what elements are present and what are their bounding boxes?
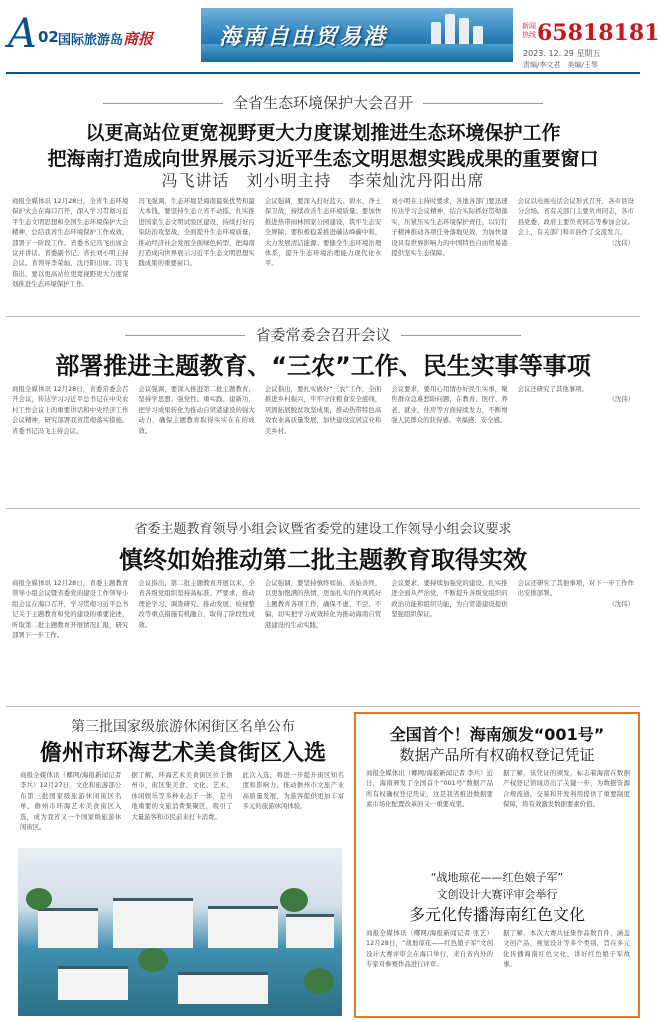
- article2-kicker: [0, 324, 646, 345]
- article1-column: 冯飞强调，生态环境是海南最强优势和最大本钱，要坚持生态立省不动摇，扎实推进国家生态文明试验区建设，持续打好污染防治攻坚战，全面提升生态环境质量，推动经济社会发展全面绿色转型，把海南打造成向世界展示习近平生态文明思想实践成果的重要窗口。: [138, 197, 255, 268]
- article3-body: [12, 578, 634, 698]
- article2-column: [518, 384, 634, 500]
- photo-tree: [304, 968, 334, 994]
- article3-column: 会议指出，第二批主题教育开展以来，全省各级党组织坚持高标准、严要求，推动理论学习、调查研究、推动发展、检视整改等重点措施有机融合，取得了阶段性成效。: [138, 579, 255, 629]
- article5-column: 据了解，该凭证的颁发，标志着海南在数据产权登记领域迈出了关键一步，为数据资源合规流通、交易和开发利用提供了重要制度保障，将有效激发数据要素价值。: [503, 769, 630, 809]
- article4-kicker: 第三批国家级旅游休闲街区名单公布: [71, 719, 295, 735]
- photo-building: [178, 972, 268, 1004]
- dateline: [523, 48, 600, 59]
- hotline-label: 新闻热线: [522, 22, 536, 39]
- article1-body: [12, 196, 634, 310]
- article4-column: 商报全媒体讯（椰网/海报新闻记者 李兵）12月27日，文化和旅游部公布第三批国家级旅游休闲街区名单，儋州市环海艺术美食街区入选，成为我省又一个国家级旅游休闲街区。: [20, 771, 122, 832]
- issue-weekday: 星期五: [576, 49, 601, 58]
- article5-title-line2: 数据产品所有权确权登记凭证: [399, 746, 595, 764]
- section-divider: [6, 508, 640, 509]
- photo-building: [113, 898, 193, 948]
- food-street-photo: [18, 848, 342, 1016]
- photo-building: [208, 906, 278, 948]
- article3-column: 商报全媒体讯 12月28日，省委主题教育领导小组会议暨省委党的建设工作领导小组会议在海口召开，学习贯彻习近平总书记关于主题教育和党的建设的重要论述，听取第二批主题教育开展情况汇报，研究部署下一步工作。: [12, 579, 129, 640]
- article1-column: [518, 196, 634, 310]
- masthead: [6, 8, 659, 70]
- article1-kicker: [0, 92, 646, 113]
- article2-title: 部署推进主题教育、“三农”工作、民生实事等事项: [55, 352, 591, 380]
- section-name-text: 国际旅游岛: [58, 33, 124, 48]
- article1-column: 商报全媒体讯 12月28日，全省生态环境保护大会在海口召开，深入学习贯彻习近平生态文明思想和全国生态环境保护大会精神，总结我省生态环境保护工作成效，部署下一阶段工作。省委书记冯飞出席会议并讲话。省委副书记、省长刘小明主持会议。省领导李荣灿、沈丹阳出席。冯飞指出，要以更高站位更宽视野更大力度谋划推进生态环境保护工作。: [12, 197, 129, 289]
- article5-column: 商报全媒体讯（椰网/海报新闻记者 李兵）近日，海南颁发了全国首个“001号”数据产品所有权确权登记凭证，这是我省推进数据要素市场化配置改革的又一重要成果。: [366, 769, 493, 809]
- article2-body: [12, 384, 634, 500]
- article3-column: 会议要求，要持续加强党的建设，扎实推进全面从严治党，不断提升各级党组织的政治功能和组织功能，为自贸港建设提供坚强组织保证。: [391, 579, 508, 619]
- article1-column-text: 会议以电视电话会议形式召开，各市县设分会场。省有关部门主要负责同志，各市县党委、政府主要负责同志等参加会议。会上，有关部门和市县作了交流发言。: [517, 197, 635, 237]
- article2-kicker-text: 省委常委会召开会议: [255, 326, 391, 344]
- photo-tree: [280, 888, 308, 912]
- article3-column: 会议强调，要坚持慎终如始、善始善终，以更加饱满的热情、更加扎实的作风抓好主题教育各项工作，确保不虚、不空、不偏，切实把学习成效转化为推动海南自贸港建设的生动实践。: [264, 579, 382, 629]
- photo-tree: [138, 948, 168, 972]
- article3-column: [518, 578, 634, 698]
- article2-column: 会议要求，要用心用情办好民生实事，聚焦群众急难愁盼问题，在教育、医疗、养老、就业、住房等方面持续发力，不断增强人民群众的获得感、幸福感、安全感。: [391, 385, 508, 425]
- article1-end-mark: （沈伟）: [608, 238, 635, 247]
- banner-image: [201, 8, 513, 62]
- section-name-suffix: 商报: [123, 30, 154, 48]
- article3-kicker: 省委主题教育领导小组会议暨省委党的建设工作领导小组会议要求: [134, 522, 512, 537]
- editors-credit: 责编/李文君 美编/王琴: [523, 61, 598, 69]
- section-divider: [6, 706, 640, 707]
- article1-byline: 冯飞讲话 刘小明主持 李荣灿沈丹阳出席: [161, 171, 485, 190]
- section-divider: [6, 316, 640, 317]
- article2-column: 会议强调，要深入推进第二批主题教育，坚持学思想、强党性、重实践、建新功，把学习成果转化为推动自贸港建设的强大动力，确保主题教育取得实实在在的成效。: [138, 385, 255, 435]
- article4-title: 儋州市环海艺术美食街区入选: [39, 741, 326, 766]
- article5-body: [366, 768, 630, 862]
- article4-column: 据了解，环海艺术美食街区位于儋州市，街区集美食、文化、艺术、休闲娱乐等多种业态于一体，是当地重要的文旅消费集聚区，吸引了大量游客和市民前来打卡消费。: [131, 771, 233, 821]
- hotline-number: 65818181: [537, 20, 659, 46]
- article6-column: 据了解，本次大赛共征集作品数百件，涵盖文创产品、视觉设计等多个类别，旨在多元化传播海南红色文化，讲好红色娘子军故事。: [503, 929, 630, 969]
- article2-end-mark: （沈伟）: [608, 395, 635, 404]
- article1-title-line2: 把海南打造成向世界展示习近平生态文明思想实践成果的重要窗口: [47, 148, 599, 170]
- article1-column: 会议强调，要深入打好蓝天、碧水、净土保卫战，持续改善生态环境质量；要加快推进热带雨林国家公园建设，筑牢生态安全屏障；要积极稳妥推进碳达峰碳中和，大力发展清洁能源；要健全生态环境治理体系，提升生态环境治理能力现代化水平。: [264, 197, 382, 268]
- photo-tree: [26, 888, 52, 910]
- article5-title-line1: 全国首个！海南颁发“001号”: [389, 725, 605, 744]
- article6-kicker-line1: “战地琼花——红色娘子军”: [430, 871, 564, 884]
- article3-column-text: 会议还研究了其他事项，对下一步工作作出安排部署。: [517, 579, 635, 598]
- article6-column: 商报全媒体讯（椰网/海报新闻记者 张艺）12月28日，“战地琼花——红色娘子军”文创设计大赛评审会在海口举行，来自省内外的专家对参赛作品进行评审。: [366, 929, 493, 969]
- photo-building: [58, 966, 128, 1000]
- article2-column: 商报全媒体讯 12月28日，省委常委会召开会议，传达学习习近平总书记在中央农村工作会议上的重要讲话和中央经济工作会议精神，研究部署我省贯彻落实措施。省委书记冯飞主持会议。: [12, 385, 129, 435]
- article1-column: 刘小明在主持时要求，各地各部门要迅速传达学习会议精神，结合实际抓好贯彻落实，压紧压实生态环境保护责任，以钉钉子精神推动各项任务落地见效，为加快建设具有世界影响力的中国特色自由贸易港提供坚实生态保障。: [391, 197, 508, 258]
- article1-kicker-text: 全省生态环境保护大会召开: [232, 94, 413, 112]
- section-name: [58, 28, 153, 49]
- article1-title-line1: 以更高站位更宽视野更大力度谋划推进生态环境保护工作: [85, 122, 561, 144]
- masthead-rule: [6, 72, 640, 74]
- banner-title: 海南自由贸易港: [219, 24, 388, 50]
- article5-box: [354, 712, 640, 1018]
- section-letter: A: [8, 11, 37, 57]
- article4-body: [20, 770, 344, 842]
- article6-title: 多元化传播海南红色文化: [408, 905, 585, 924]
- article2-column-text: 会议还研究了其他事项。: [517, 385, 588, 393]
- article6-kicker-line2: 文创设计大赛评审会举行: [436, 888, 558, 901]
- article4-column: 此次入选，将进一步提升街区知名度和影响力，推动儋州市文旅产业高质量发展，为游客提供更加丰富多元的旅游休闲体验。: [242, 771, 344, 811]
- article6-body: [366, 928, 630, 1012]
- page-number: 02: [38, 28, 59, 46]
- photo-building: [38, 908, 98, 948]
- article2-column: 会议指出，要扎实做好“三农”工作，全面推进乡村振兴，牢牢守住粮食安全底线，巩固拓展脱贫攻坚成果，推动热带特色高效农业高质量发展，加快建设宜居宜业和美乡村。: [264, 385, 382, 435]
- article3-title: 慎终如始推动第二批主题教育取得实效: [119, 546, 527, 574]
- article3-end-mark: （沈伟）: [608, 599, 635, 608]
- photo-building: [286, 914, 334, 948]
- issue-date: 2023. 12. 29: [523, 49, 574, 58]
